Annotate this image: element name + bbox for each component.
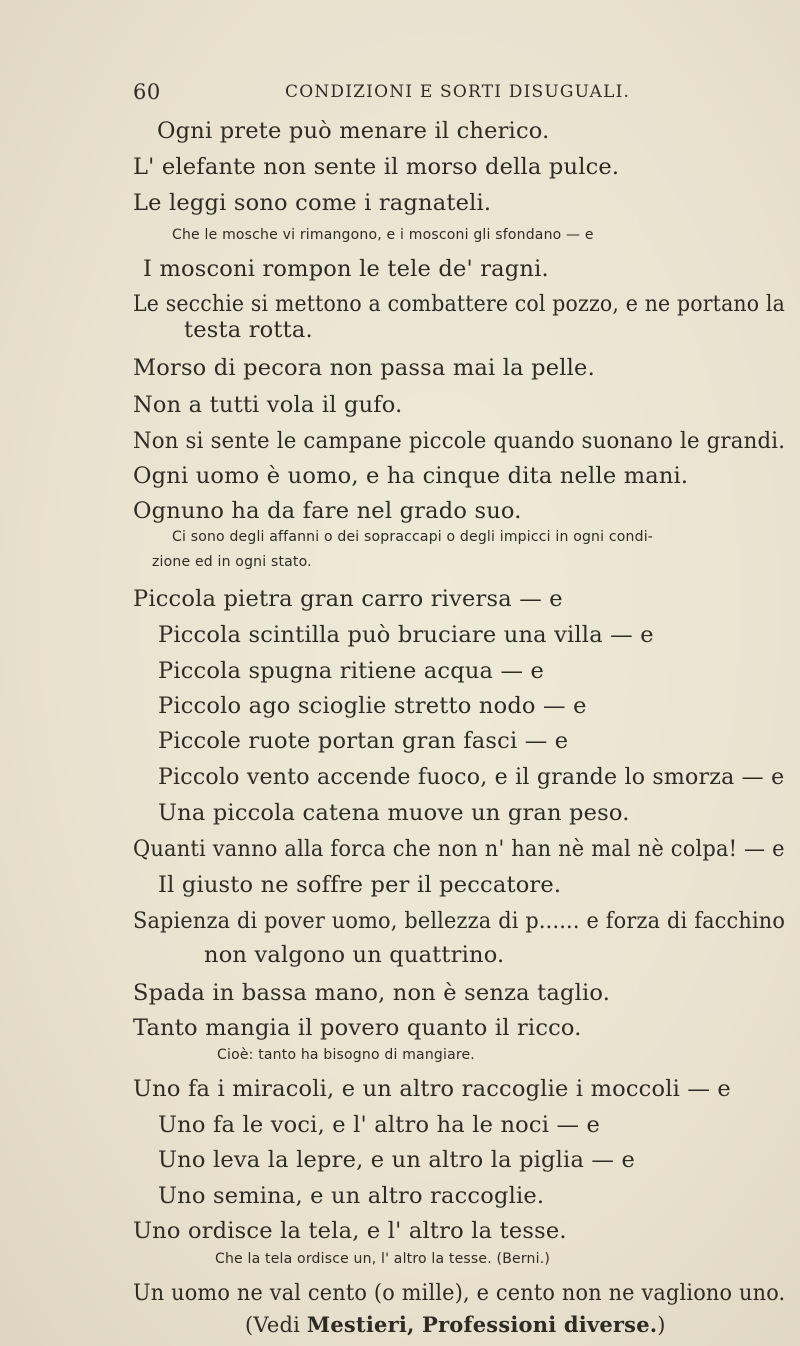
proverb-line-continuation: non valgono un quattrino.	[204, 942, 505, 968]
proverb-line-continuation: testa rotta.	[184, 317, 313, 343]
proverb-line: Ogni prete può menare il cherico.	[157, 118, 550, 144]
proverb-line: Tanto mangia il povero quanto il ricco.	[133, 1015, 582, 1041]
proverb-line: Uno fa le voci, e l' altro ha le noci — e	[158, 1112, 601, 1138]
proverb-line: Piccola pietra gran carro riversa — e	[133, 586, 563, 612]
running-title: CONDIZIONI E SORTI DISUGUALI.	[285, 82, 631, 102]
commentary-line: Cioè: tanto ha bisogno di mangiare.	[217, 1047, 475, 1063]
proverb-line: Uno fa i miracoli, e un altro raccoglie i moccoli — e	[133, 1076, 731, 1102]
proverb-line: Le secchie si mettono a combattere col pozzo, e ne portano la	[133, 291, 786, 317]
commentary-line: Che le mosche vi rimangono, e i mosconi gli sfondano — e	[172, 227, 594, 243]
proverb-line: Piccole ruote portan gran fasci — e	[158, 728, 569, 754]
cross-reference-suffix: )	[657, 1313, 666, 1337]
proverb-line: Spada in bassa mano, non è senza taglio.	[133, 980, 611, 1006]
proverb-line: Morso di pecora non passa mai la pelle.	[133, 355, 595, 381]
proverb-line: Non si sente le campane piccole quando suonano le grandi.	[133, 428, 786, 454]
proverb-line: Uno leva la lepre, e un altro la piglia — e	[158, 1147, 635, 1173]
cross-reference	[245, 1314, 666, 1336]
proverb-line: Ognuno ha da fare nel grado suo.	[133, 498, 522, 524]
proverb-line: Sapienza di pover uomo, bellezza di p...... e forza di facchino	[133, 908, 786, 934]
proverb-line: Non a tutti vola il gufo.	[133, 392, 403, 418]
proverb-line: Piccolo vento accende fuoco, e il grande lo smorza — e	[158, 764, 785, 790]
proverb-line: I mosconi rompon le tele de' ragni.	[143, 256, 549, 282]
cross-reference-prefix: (Vedi	[245, 1313, 307, 1337]
commentary-line: Ci sono degli affanni o dei sopraccapi o degli impicci in ogni condi-	[172, 529, 654, 545]
page-header	[133, 80, 633, 110]
proverb-line: Una piccola catena muove un gran peso.	[158, 800, 630, 826]
proverb-line: Il giusto ne soffre per il peccatore.	[158, 872, 562, 898]
proverb-line: Quanti vanno alla forca che non n' han nè mal nè colpa! — e	[133, 836, 785, 862]
proverb-line: Un uomo ne val cento (o mille), e cento non ne vagliono uno.	[133, 1280, 786, 1306]
proverb-line: L' elefante non sente il morso della pulce.	[133, 154, 620, 180]
commentary-line: Che la tela ordisce un, l' altro la tesse. (Berni.)	[215, 1251, 551, 1267]
proverb-line: Piccola scintilla può bruciare una villa — e	[158, 622, 654, 648]
proverb-line: Uno ordisce la tela, e l' altro la tesse.	[133, 1218, 567, 1244]
proverb-line: Uno semina, e un altro raccoglie.	[158, 1183, 545, 1209]
proverb-line: Ogni uomo è uomo, e ha cinque dita nelle mani.	[133, 463, 689, 489]
proverb-line: Piccola spugna ritiene acqua — e	[158, 658, 545, 684]
proverb-line: Le leggi sono come i ragnateli.	[133, 190, 492, 216]
commentary-line: zione ed in ogni stato.	[152, 554, 312, 570]
page-number: 60	[133, 80, 161, 104]
proverb-line: Piccolo ago scioglie stretto nodo — e	[158, 693, 587, 719]
cross-reference-topics: Mestieri, Professioni diverse.	[306, 1312, 658, 1337]
